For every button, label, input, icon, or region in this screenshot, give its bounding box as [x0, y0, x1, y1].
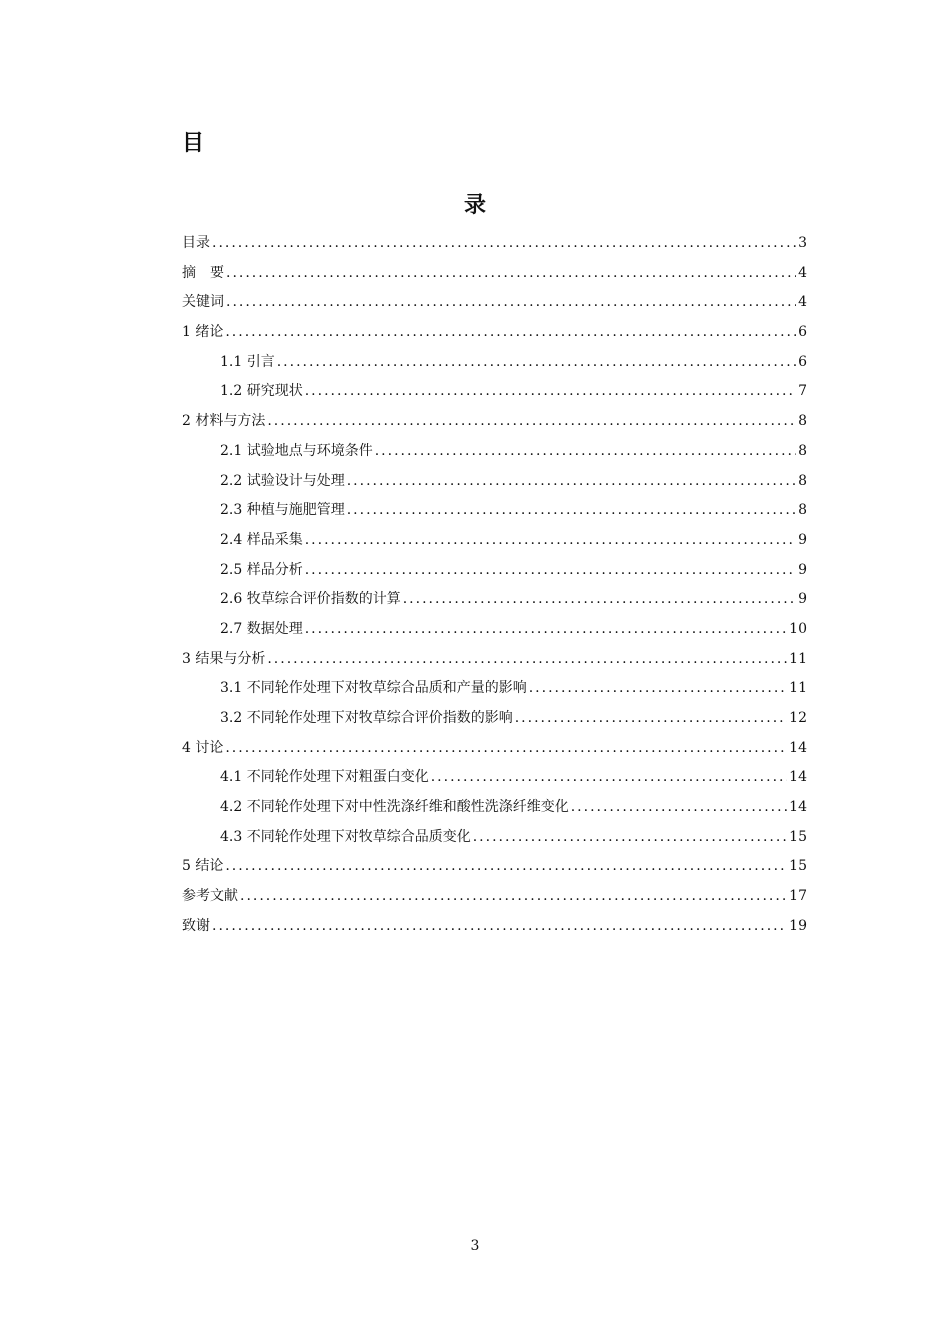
toc-entry[interactable] — [182, 437, 807, 467]
toc-entry-page: 4 — [798, 294, 807, 311]
toc-entry-page: 14 — [789, 769, 807, 786]
toc-leader-dots — [515, 704, 787, 734]
toc-entry-title: 2.3 种植与施肥管理 — [220, 502, 345, 519]
toc-leader-dots — [267, 407, 796, 437]
toc-leader-dots — [277, 348, 796, 378]
toc-entry-title: 1.2 研究现状 — [220, 383, 303, 400]
toc-entry-title: 4.2 不同轮作处理下对中性洗涤纤维和酸性洗涤纤维变化 — [220, 799, 569, 816]
toc-entry-page: 8 — [798, 502, 807, 519]
toc-entry-title: 1 绪论 — [182, 324, 224, 341]
toc-entry[interactable] — [182, 556, 807, 586]
toc-leader-dots — [225, 852, 787, 882]
toc-entry-title: 2.5 样品分析 — [220, 561, 303, 578]
toc-entry-page: 19 — [789, 917, 807, 934]
toc-entry-page: 14 — [789, 799, 807, 816]
toc-entry-title: 参考文献 — [182, 888, 238, 905]
toc-heading-second-char: 录 — [463, 193, 486, 218]
toc-entry[interactable] — [182, 645, 807, 675]
toc-leader-dots — [267, 645, 787, 675]
toc-entry-title: 3.1 不同轮作处理下对牧草综合品质和产量的影响 — [220, 680, 527, 697]
toc-entry[interactable] — [182, 793, 807, 823]
toc-entry-title: 3.2 不同轮作处理下对牧草综合评价指数的影响 — [220, 710, 513, 726]
toc-entry-title: 关键词 — [182, 294, 224, 311]
toc-leader-dots — [473, 823, 787, 853]
toc-entry[interactable] — [182, 496, 807, 526]
toc-entry-title: 4 讨论 — [182, 739, 224, 756]
toc-entry-title: 3 结果与分析 — [182, 650, 266, 667]
toc-entry[interactable] — [182, 704, 807, 734]
toc-leader-dots — [347, 496, 796, 526]
toc-entry-title: 2.1 试验地点与环境条件 — [220, 442, 373, 459]
toc-entry-page: 4 — [798, 264, 807, 281]
toc-entry-page: 14 — [789, 739, 807, 756]
toc-leader-dots — [305, 556, 796, 586]
toc-heading-first-char: 目 — [182, 131, 205, 156]
toc-entry-page: 8 — [798, 413, 807, 430]
toc-leader-dots — [225, 318, 796, 348]
toc-leader-dots — [571, 793, 787, 823]
toc-entry-page: 17 — [789, 888, 807, 905]
toc-entry[interactable] — [182, 526, 807, 556]
toc-entry-title: 致谢 — [182, 917, 210, 934]
toc-leader-dots — [240, 882, 787, 912]
toc-entry[interactable] — [182, 377, 807, 407]
toc-entry[interactable] — [182, 585, 807, 615]
toc-entry-title: 目录 — [182, 235, 210, 251]
toc-entry-title: 2 材料与方法 — [182, 413, 266, 430]
toc-entry-title: 2.7 数据处理 — [220, 620, 303, 637]
toc-entry-page: 6 — [798, 324, 807, 341]
toc-entry-page: 11 — [789, 650, 807, 667]
toc-entry[interactable] — [182, 229, 807, 259]
toc-entry-page: 9 — [798, 531, 807, 548]
toc-entry[interactable] — [182, 318, 807, 348]
toc-entry[interactable] — [182, 882, 807, 912]
toc-entry[interactable] — [182, 467, 807, 497]
toc-leader-dots — [305, 526, 796, 556]
toc-leader-dots — [403, 585, 796, 615]
toc-entry-page: 3 — [798, 235, 807, 251]
toc-entry[interactable] — [182, 734, 807, 764]
toc-entry-page: 8 — [798, 472, 807, 489]
toc-leader-dots — [431, 763, 787, 793]
toc-entry-page: 10 — [789, 620, 807, 637]
toc-leader-dots — [529, 674, 787, 704]
toc-entry[interactable] — [182, 407, 807, 437]
toc-leader-dots — [305, 615, 787, 645]
toc-entry[interactable] — [182, 852, 807, 882]
toc-entry-title: 2.2 试验设计与处理 — [220, 472, 345, 489]
toc-entry-page: 7 — [798, 383, 807, 400]
toc-entry[interactable] — [182, 259, 807, 289]
toc-entry[interactable] — [182, 674, 807, 704]
toc-leader-dots — [212, 912, 787, 942]
toc-entry-title: 4.3 不同轮作处理下对牧草综合品质变化 — [220, 828, 471, 845]
toc-entry-page: 15 — [789, 858, 807, 875]
toc-entry-title: 1.1 引言 — [220, 353, 275, 370]
toc-entry[interactable] — [182, 823, 807, 853]
toc-entry-page: 12 — [789, 710, 807, 726]
toc-leader-dots — [212, 229, 796, 259]
toc-entry-title: 摘 要 — [182, 264, 224, 281]
table-of-contents — [182, 229, 807, 942]
toc-entry-page: 9 — [798, 591, 807, 608]
page-number: 3 — [470, 1238, 480, 1254]
toc-entry[interactable] — [182, 288, 807, 318]
toc-leader-dots — [225, 734, 787, 764]
toc-entry-title: 4.1 不同轮作处理下对粗蛋白变化 — [220, 769, 429, 786]
toc-entry-page: 11 — [789, 680, 807, 697]
toc-leader-dots — [375, 437, 796, 467]
toc-entry-title: 2.6 牧草综合评价指数的计算 — [220, 591, 401, 608]
toc-entry-page: 15 — [789, 828, 807, 845]
toc-entry-title: 2.4 样品采集 — [220, 531, 303, 548]
toc-entry-page: 9 — [798, 561, 807, 578]
toc-entry[interactable] — [182, 348, 807, 378]
toc-entry-page: 6 — [798, 353, 807, 370]
toc-leader-dots — [226, 288, 796, 318]
toc-leader-dots — [305, 377, 796, 407]
toc-leader-dots — [226, 259, 796, 289]
toc-entry-title: 5 结论 — [182, 858, 224, 875]
toc-entry[interactable] — [182, 615, 807, 645]
toc-entry[interactable] — [182, 912, 807, 942]
toc-leader-dots — [347, 467, 796, 497]
toc-entry[interactable] — [182, 763, 807, 793]
toc-entry-page: 8 — [798, 442, 807, 459]
